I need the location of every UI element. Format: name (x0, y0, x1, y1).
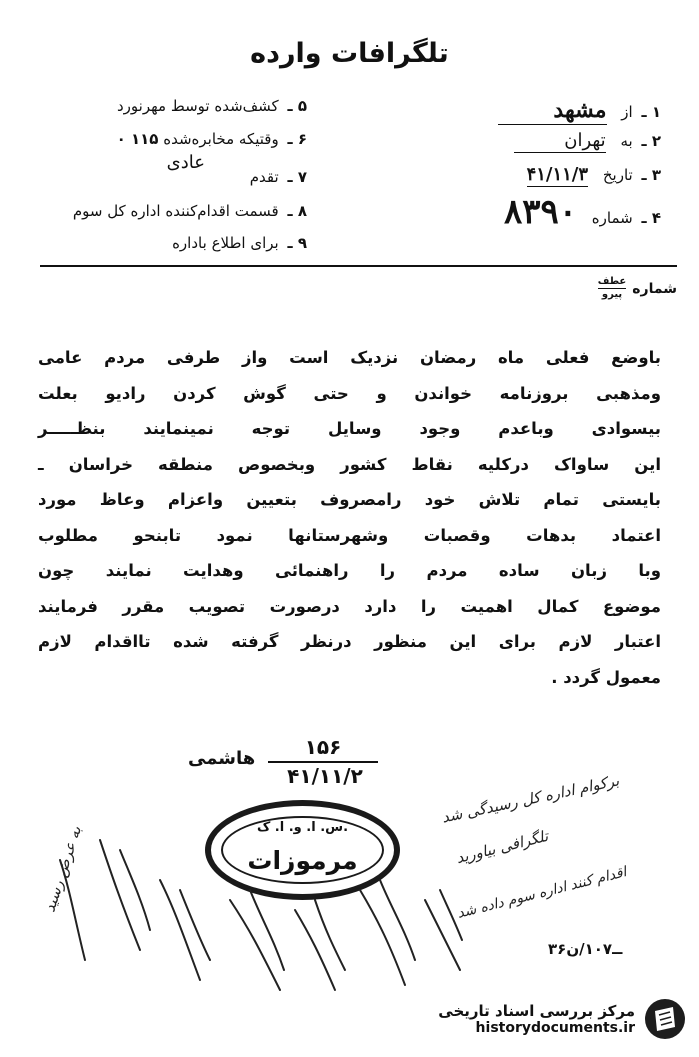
field-number: ۱ ـ (641, 103, 661, 121)
field-label: تقدم (249, 168, 279, 186)
signature-number: ۱۵۶ (268, 735, 378, 763)
field-label: تاریخ (602, 166, 633, 184)
stamp-main-text: مرموزات (247, 846, 358, 875)
field-from (498, 97, 661, 123)
field-number: ۳ ـ (641, 166, 661, 184)
field-value: تهران (514, 130, 605, 153)
body-line: باوضع فعلی ماه رمضان نزدیک است واز طرفی مردم عامی (38, 348, 661, 367)
body-line: معمول گردد . (551, 667, 661, 687)
body-line: موضوع کمال اهمیت را دارد درصورت تصویب مقرر فرمایند (38, 596, 661, 616)
field-number: ۲ ـ (641, 132, 661, 150)
document-title: تلگرافات وارده (250, 38, 449, 69)
field-value: باداره (172, 234, 207, 252)
watermark-en: historydocuments.ir (475, 1020, 635, 1036)
handwritten-note-line: تلگرافی بیاورید (454, 826, 550, 868)
body-line: بیسوادی وباعدم وجود وسایل توجه نمینمایند بنظـــــر (38, 419, 661, 438)
field-decoded-by (117, 97, 307, 115)
field-value: مهرنورد (116, 97, 167, 115)
reference-top: عطف (597, 276, 627, 287)
field-label: قسمت اقدام‌کننده (165, 202, 279, 220)
header-divider (40, 265, 677, 267)
signature-name: هاشمی (188, 748, 256, 769)
reference-number (598, 276, 677, 301)
field-number: ۶ ـ (287, 130, 307, 148)
field-number: ۴ ـ (641, 209, 661, 227)
field-number: ۷ ـ (287, 168, 307, 186)
body-line: اعتبار لازم برای این منظور درنظر گرفته شده تااقدام لازم (38, 632, 661, 651)
body-line: بایستی تمام تلاش خود رامصروف بتعیین واعزام وعاظ مورد (38, 490, 661, 509)
stamp-top-text: س. ا. و. ا. ک. (256, 820, 349, 835)
telegram-body (38, 340, 661, 695)
handwritten-scribbles (30, 820, 550, 1020)
reference-bottom: پیرو (601, 289, 623, 300)
watermark-logo-icon (643, 997, 687, 1041)
archive-reference-code: ۳۶ــ۱۰۷/ن (548, 940, 623, 958)
field-value: مشهد (498, 97, 606, 125)
watermark-fa: مرکز بررسی اسناد تاریخی (438, 1002, 635, 1020)
field-label: وقتیکه مخابره‌شده (163, 130, 279, 148)
field-to (514, 130, 661, 151)
field-value: ۸۳۹۰ (503, 192, 577, 232)
body-line: این ساواک درکلیه نقاط کشور وبخصوص منطقه خراسان ـ (38, 454, 661, 474)
field-label: شماره (591, 209, 633, 227)
field-action-dept (73, 202, 307, 220)
handwritten-margin-note: به عرض رسید (40, 823, 86, 915)
field-value: ۴۱/۱۱/۳ (526, 164, 589, 185)
field-label: کشف‌شده توسط (170, 97, 279, 115)
watermark-text (438, 1002, 635, 1036)
field-value: اداره کل سوم (72, 202, 161, 220)
reference-label: شماره (632, 280, 677, 297)
handwritten-note-line: اقدام کنند اداره سوم داده شد (455, 864, 629, 922)
field-label: از (621, 103, 633, 121)
body-line: وبا زبان ساده مردم را راهنمائی وهدایت نمایند چون (38, 561, 661, 580)
watermark (407, 995, 687, 1043)
field-label: به (620, 132, 633, 150)
field-for-info (172, 234, 307, 252)
body-line: اعتماد بدهات وقصبات وشهرستانها نمود تابنحو مطلوب (38, 525, 661, 545)
field-number: ۹ ـ (287, 234, 307, 252)
field-transmitted-time (117, 130, 307, 148)
body-line: ومذهبی بروزنامه خواندن و حتی گوش کردن رادیو بعلت (38, 383, 661, 403)
field-number-row (504, 192, 661, 232)
reference-type (598, 276, 626, 301)
signature-date: ۴۱/۱۱/۲ (287, 764, 363, 788)
handwritten-note-line: برکوام اداره کل رسیدگی شد (440, 771, 621, 827)
field-date (527, 164, 661, 185)
field-value: ۱۱۵ ۰ (116, 130, 159, 148)
field-number: ۵ ـ (287, 97, 307, 115)
field-priority (166, 152, 307, 187)
field-label: برای اطلاع (211, 234, 279, 252)
field-number: ۸ ـ (287, 202, 307, 220)
field-value: عادی (166, 152, 205, 173)
